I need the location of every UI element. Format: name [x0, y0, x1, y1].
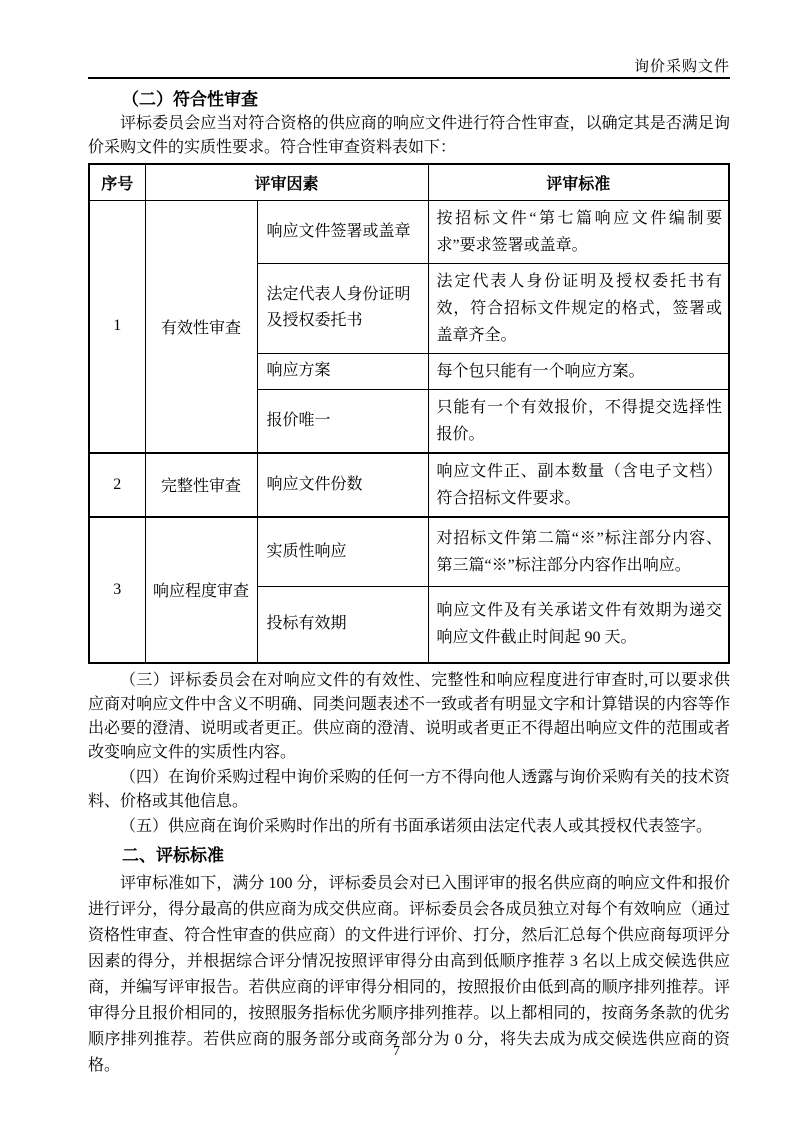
- row-factor: 法定代表人身份证明及授权委托书: [257, 263, 428, 353]
- table-row: [89, 200, 729, 263]
- row-standard: 响应文件正、副本数量（含电子文档）符合招标文件要求。: [428, 453, 729, 517]
- row-standard: 每个包只能有一个响应方案。: [428, 353, 729, 389]
- table-row: [89, 453, 729, 517]
- row-no: 3: [89, 517, 145, 663]
- table-row: [89, 517, 729, 587]
- row-no: 2: [89, 453, 145, 517]
- paragraph-commitments: （五）供应商在询价采购时作出的所有书面承诺须由法定代表人或其授权代表签字。: [120, 817, 713, 835]
- col-header-no: 序号: [89, 164, 145, 200]
- page-number: 7: [393, 1044, 400, 1059]
- compliance-intro-paragraph: 评标委员会应当对符合资格的供应商的响应文件进行符合性审查，以确定其是否满足询价采购文件的实质性要求。符合性审查资料表如下：: [88, 115, 730, 156]
- compliance-review-table: [88, 163, 730, 664]
- table-header-row: [89, 164, 729, 200]
- col-header-factor: 评审因素: [145, 164, 428, 200]
- row-standard: 法定代表人身份证明及授权委托书有效，符合招标文件规定的格式，签署或盖章齐全。: [428, 263, 729, 353]
- row-category: 响应程度审查: [145, 517, 257, 663]
- section-heading-evaluation: 二、评标标准: [122, 845, 224, 865]
- row-no: 1: [89, 200, 145, 453]
- paragraph-clarification: （三）评标委员会在对响应文件的有效性、完整性和响应程度进行审查时,可以要求供应商对响应文件中含义不明确、同类问题表述不一致或者有明显文字和计算错误的内容等作出必要的澄清、说明或者更正。供应商的澄清、说明或者更正不得超出响应文件的范围或者改变响应文件的实质性内容。: [88, 671, 730, 761]
- row-factor: 报价唯一: [257, 389, 428, 453]
- row-factor: 响应文件签署或盖章: [257, 200, 428, 263]
- row-standard: 对招标文件第二篇“※”标注部分内容、第三篇“※”标注部分内容作出响应。: [428, 517, 729, 587]
- row-category: 有效性审查: [145, 200, 257, 453]
- section-heading-compliance: （二）符合性审查: [122, 90, 258, 109]
- evaluation-criteria-paragraph: 评审标准如下，满分 100 分，评标委员会对已入围评审的报名供应商的响应文件和报价进行评分，得分最高的供应商为成交供应商。评标委员会各成员独立对每个有效响应（通过资格性审查、符合性审查的供应商）的文件进行评价、打分，然后汇总每个供应商每项评分因素的得分，并根据综合评分情况按照评审得分由高到低顺序推荐 3 名以上成交候选供应商，并编写评审报告。若供应商的评审得分相同的，按照报价由低到高的顺序排列推荐。评审得分且报价相同的，按照服务指标优劣顺序排列推荐。以上都相同的，按商务条款的优劣顺序排列推荐。若供应商的服务部分或商务部分为 0 分，将失去成为成交候选供应商的资格。: [88, 874, 730, 1074]
- page-header: [88, 0, 730, 79]
- header-title: 询价采购文件: [633, 59, 730, 75]
- paragraph-confidentiality: （四）在询价采购过程中询价采购的任何一方不得向他人透露与询价采购有关的技术资料、价格或其他信息。: [88, 768, 730, 810]
- row-factor: 实质性响应: [257, 517, 428, 587]
- row-standard: 按招标文件“第七篇响应文件编制要求”要求签署或盖章。: [428, 200, 729, 263]
- document-content: [88, 84, 730, 1079]
- row-factor: 响应方案: [257, 353, 428, 389]
- row-factor: 响应文件份数: [257, 453, 428, 517]
- row-category: 完整性审查: [145, 453, 257, 517]
- row-standard: 响应文件及有关承诺文件有效期为递交响应文件截止时间起 90 天。: [428, 587, 729, 663]
- row-factor: 投标有效期: [257, 587, 428, 663]
- row-standard: 只能有一个有效报价，不得提交选择性报价。: [428, 389, 729, 453]
- col-header-standard: 评审标准: [428, 164, 729, 200]
